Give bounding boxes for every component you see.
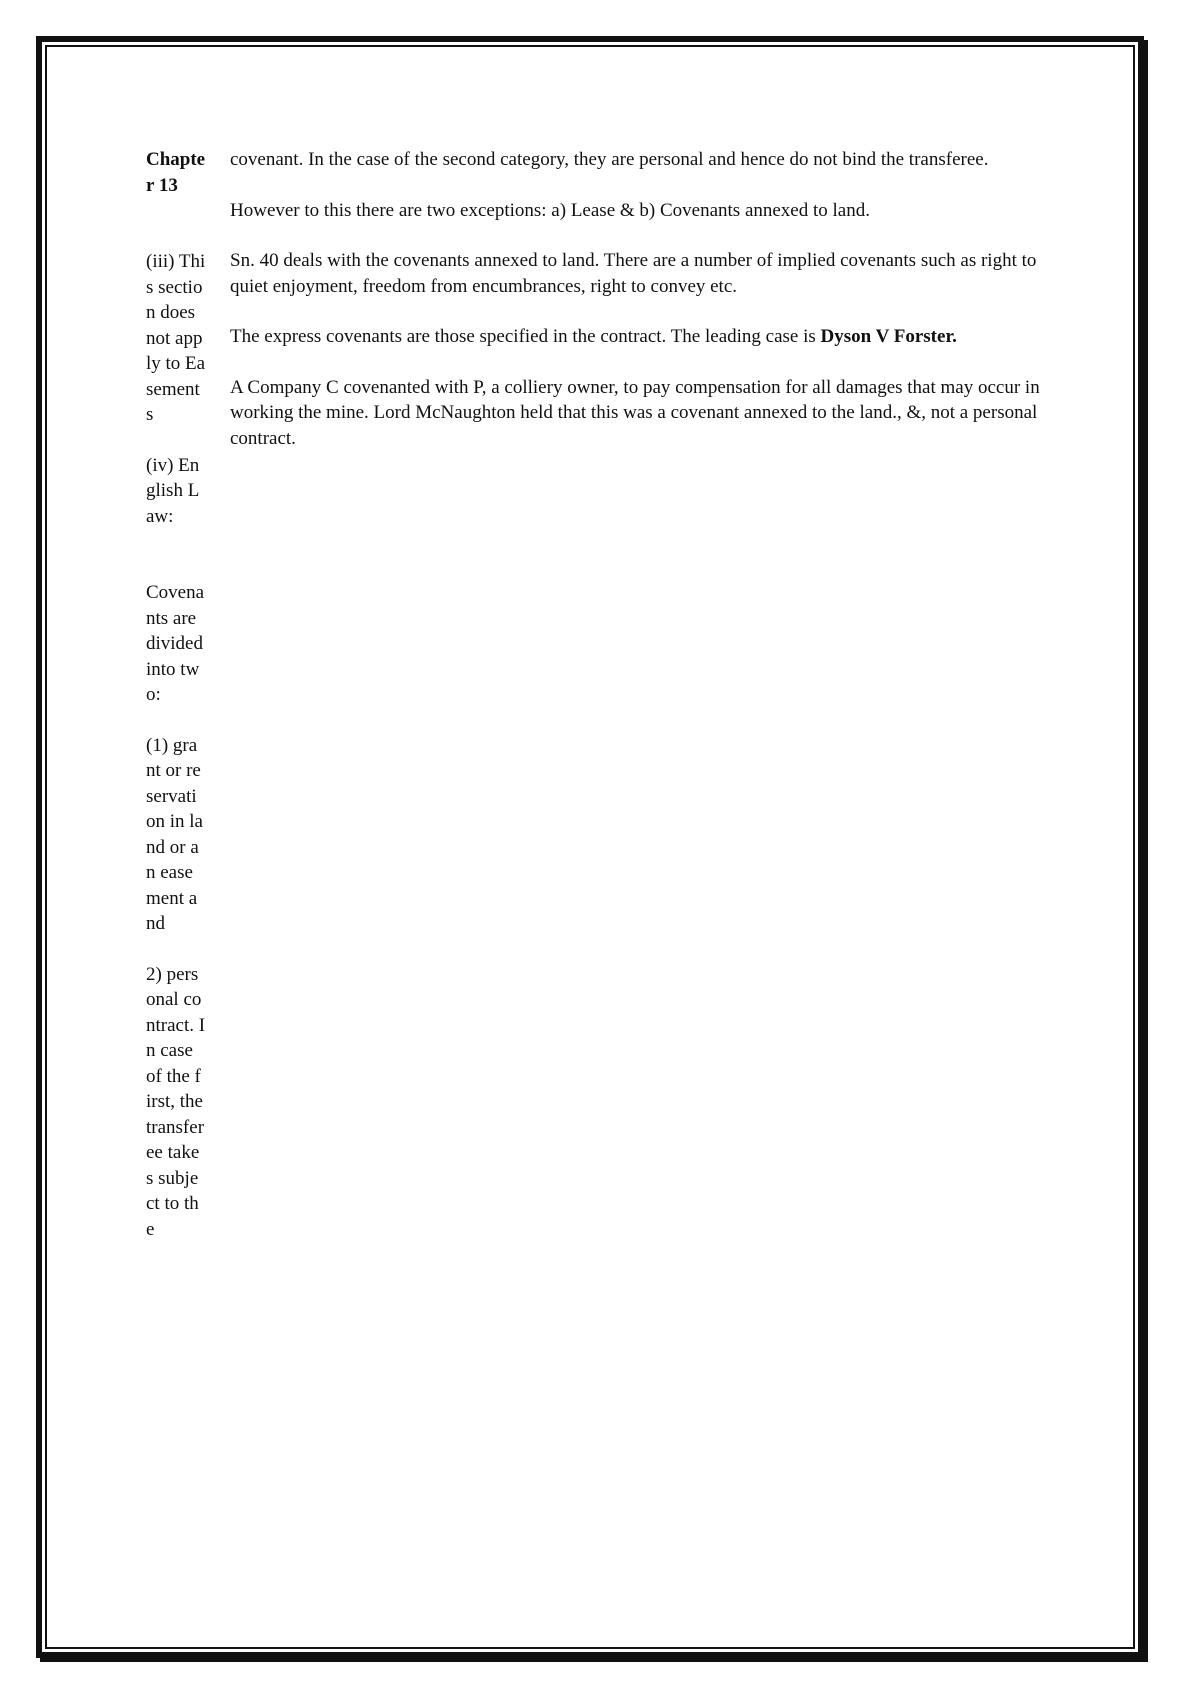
paragraph-4 — [230, 324, 1070, 350]
margin-note-iii: (iii) This section does not apply to Easements — [146, 251, 206, 425]
case-name: Dyson V Forster. — [820, 326, 957, 347]
page-border-shadow-right — [1144, 40, 1148, 1662]
chapter-heading: Chapter 13 — [146, 149, 206, 196]
margin-notes — [146, 147, 206, 1242]
margin-note-iv: (iv) English Law: — [146, 454, 200, 527]
margin-note-2: 2) personal contract. In case of the first, the transferee takes subject to the — [146, 963, 206, 1240]
margin-note-1: (1) grant or reservation in land or an easement and — [146, 734, 203, 934]
paragraph-2: However to this there are two exceptions: a) Lease & b) Covenants annexed to land. — [230, 199, 870, 221]
paragraph-4-text: The express covenants are those specified in the contract. The leading case is — [230, 326, 821, 347]
paragraph-3: Sn. 40 deals with the covenants annexed to land. There are a number of implied covenants such as right to quiet enjoyment, freedom from encumbrances, right to convey etc. — [230, 250, 1037, 297]
paragraph-5: A Company C covenanted with P, a colliery owner, to pay compensation for all damages that may occur in working the mine. Lord McNaughton held that this was a covenant annexed to the land., &, not a personal contract. — [230, 376, 1040, 449]
page-border-shadow-bottom — [40, 1658, 1148, 1662]
margin-note-covenants: Covenants are divided into two: — [146, 582, 205, 705]
main-text — [230, 147, 1070, 476]
paragraph-1: covenant. In the case of the second category, they are personal and hence do not bind the transferee. — [230, 149, 989, 170]
